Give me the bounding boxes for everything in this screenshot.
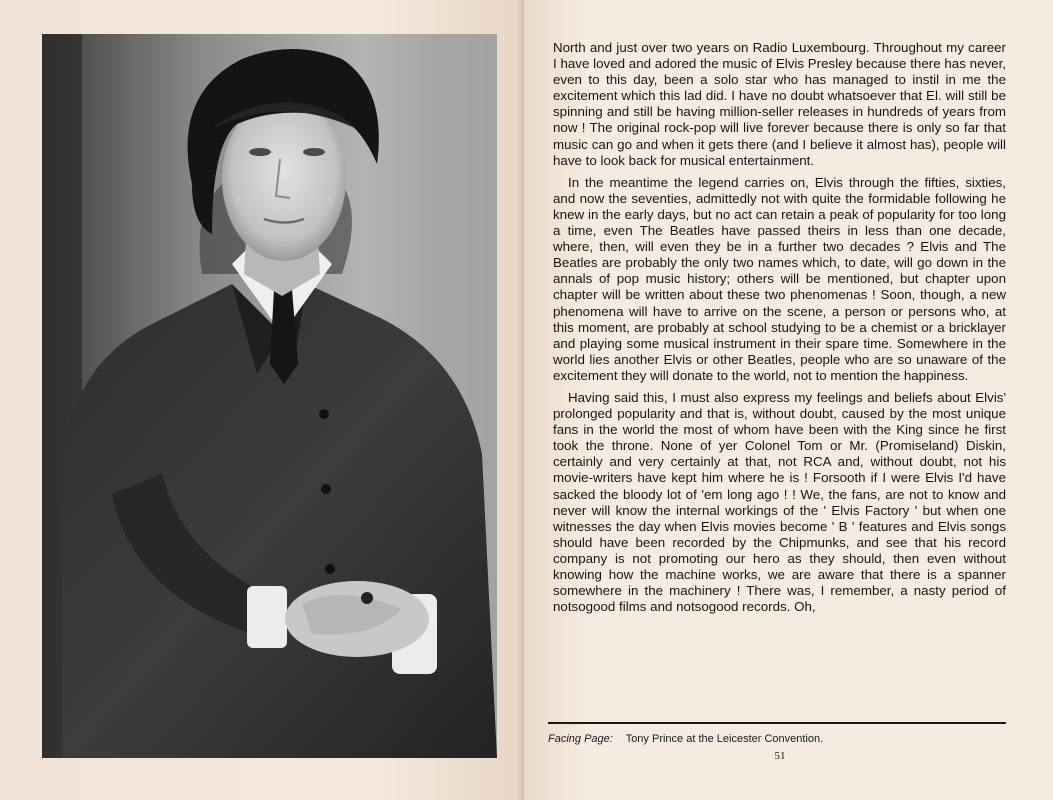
paragraph-1: North and just over two years on Radio Luxembourg. Throughout my career I have loved and adored the music of Elvis Presley because there has never, even to this day, been a solo star who has managed to instil in me the excitement which this lad did. I have no doubt whatsoever that El. will still be spinning and still be having million-seller releases in hundreds of years from now ! The original rock-pop will live forever because there is only so far that music can go and when it gets there (and I believe it almost has), people will have to look back for musical entertainment. <box>553 40 1006 168</box>
caption-rule <box>548 722 1006 724</box>
caption-text: Tony Prince at the Leicester Convention. <box>625 733 824 745</box>
left-page <box>0 0 524 800</box>
paragraph-3: Having said this, I must also express my feelings and beliefs about Elvis' prolonged popularity and that is, without doubt, caused by the most unique fans in the world the most of whom have been with the King since he first took the throne. None of yer Colonel Tom or Mr. (Promiseland) Diskin, certainly and very certainly at that, not RCA and, without doubt, not his movie-writers have kept him where he is ! Forsooth if I were Elvis I'd have sacked the bloody lot of 'em long ago ! ! We, the fans, are not to know and never will know the internal workings of the ' Elvis Factory ' but when one witnesses the day when Elvis movies become ' B ' features and Elvis songs should have been recorded by the Chipmunks, and see that his record company is not promoting our hero as they should, then even without knowing how the machine works, we are aware that there is a spanner somewhere in the machinery ! There was, I remember, a nasty period of notsogood films and notsogood records. Oh, <box>553 389 1006 615</box>
paragraph-2: In the meantime the legend carries on, Elvis through the fifties, sixties, and now the seventies, admittedly not with quite the formidable following he knew in the early days, but no act can retain a peak of popularity for too long a time, even The Beatles have passed theirs in less than one decade, where, then, will even they be in a further two decades ? Elvis and The Beatles are probably the only two names which, to date, will go down in the annals of pop music history; others will be mentioned, but chapter upon chapter will be written about these two phenomenas ! Soon, though, a new phenomena will have to arrive on the scene, a person or persons who, at this moment, are probably at school studying to be a chemist or a bricklayer and playing some musical instrument in their spare time. Somewhere in the world lies another Elvis or other Beatles, people who are so unaware of the excitement they will donate to the world, not to mention the happiness. <box>553 174 1006 383</box>
body-text <box>553 40 1006 621</box>
caption-label: Facing Page: <box>548 733 613 745</box>
page-number: 51 <box>774 750 786 762</box>
photo-caption <box>548 733 1006 745</box>
photo-illustration <box>42 34 497 758</box>
portrait-photo <box>42 34 497 758</box>
